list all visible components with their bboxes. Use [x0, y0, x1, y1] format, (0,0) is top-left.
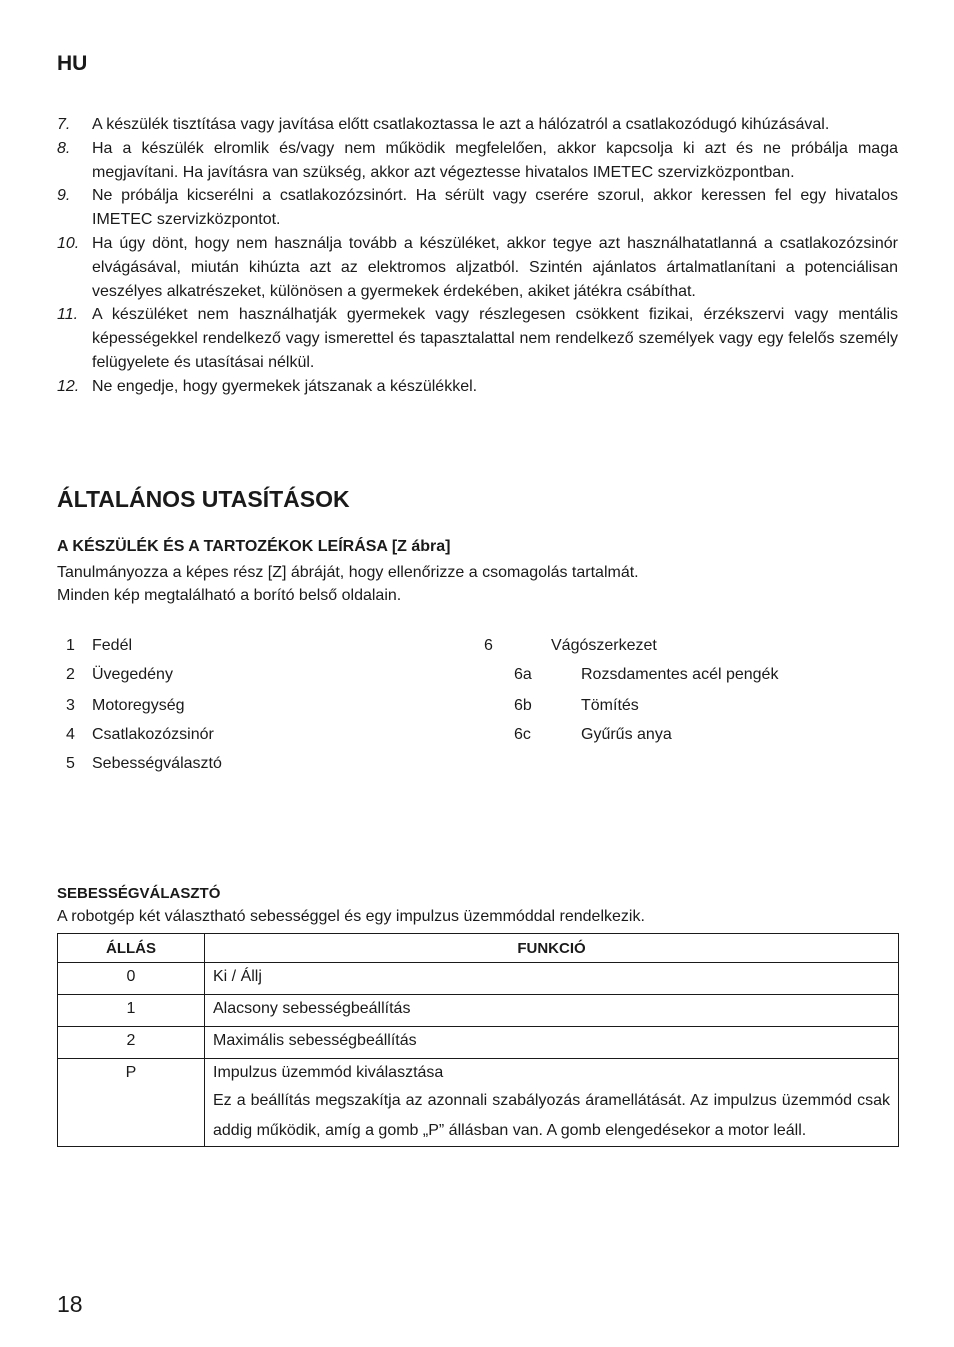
position-cell: 2 — [58, 1027, 205, 1059]
list-item — [57, 375, 898, 399]
table-row — [58, 963, 899, 995]
part-item — [57, 666, 173, 684]
part-item — [484, 637, 657, 655]
part-item — [514, 666, 778, 684]
part-label: Fedél — [92, 637, 133, 654]
item-number: 10. — [57, 234, 80, 252]
part-label: Tömítés — [581, 697, 639, 714]
function-cell: Maximális sebességbeállítás — [205, 1027, 899, 1059]
list-item — [57, 113, 898, 137]
table-row — [58, 1059, 899, 1147]
part-label: Rozsdamentes acél pengék — [581, 666, 779, 683]
part-number: 6 — [484, 637, 493, 654]
item-text: A készüléket nem használhatják gyermekek vagy részlegesen csökkent fizikai, érzékszervi vagy mentális képességekkel rendelkező vagy ismerettel és tapasztalattal nem rendelkező személyek vagy egy felelős személy felügyelete és utasításai nélkül. — [92, 306, 898, 371]
speed-settings-table — [57, 933, 899, 1147]
item-number: 9. — [57, 187, 71, 205]
speed-selector-description: A robotgép két választható sebességgel és egy impulzus üzemmóddal rendelkezik. — [57, 908, 645, 925]
safety-instructions-list — [57, 113, 898, 399]
intro-line: Minden kép megtalálható a borító belső oldalain. — [57, 587, 402, 604]
section-title: ÁLTALÁNOS UTASÍTÁSOK — [57, 486, 350, 512]
part-number: 6a — [514, 666, 532, 683]
part-item — [57, 726, 214, 744]
item-text: Ha a készülék elromlik és/vagy nem működik megfelelően, akkor kapcsolja ki azt és ne próbálja maga megjavítani. Ha javításra van szükség, akkor azt végeztesse hivatalos IMETEC szervizközpontban. — [92, 139, 898, 181]
table-header-row — [58, 934, 899, 963]
function-cell — [205, 1059, 899, 1147]
part-item — [57, 697, 185, 715]
part-item — [57, 637, 132, 655]
function-name: Impulzus üzemmód kiválasztása — [213, 1064, 444, 1081]
list-item — [57, 184, 898, 232]
part-item — [514, 726, 672, 744]
language-code: HU — [57, 52, 88, 75]
page-number: 18 — [57, 1291, 83, 1317]
column-header-position: ÁLLÁS — [58, 934, 205, 963]
item-text: Ha úgy dönt, hogy nem használja tovább a készüléket, akkor tegye azt használhatatlanná a csatlakozózsinór elvágásával, miután kihúzta azt az elektromos aljzatból. Szintén ajánlatos ártalmatlanítani a potenciálisan veszélyes alkatrészeket, különösen a gyermekek érdekében, akiket játékra csábíthat. — [92, 234, 898, 300]
item-number: 8. — [57, 139, 71, 157]
part-number: 2 — [66, 666, 75, 683]
intro-text — [57, 561, 639, 607]
function-cell: Alacsony sebességbeállítás — [205, 995, 899, 1027]
speed-selector-title: SEBESSÉGVÁLASZTÓ — [57, 885, 221, 902]
list-item — [57, 303, 898, 374]
part-label: Gyűrűs anya — [581, 726, 672, 743]
part-label: Csatlakozózsinór — [92, 726, 214, 743]
subsection-title: A KÉSZÜLÉK ÉS A TARTOZÉKOK LEÍRÁSA [Z ábra] — [57, 538, 451, 555]
part-number: 6c — [514, 726, 531, 743]
part-item — [514, 697, 639, 715]
column-header-function: FUNKCIÓ — [205, 934, 899, 963]
list-item — [57, 232, 898, 303]
part-number: 3 — [66, 697, 75, 714]
item-number: 11. — [57, 306, 79, 324]
function-cell: Ki / Állj — [205, 963, 899, 995]
part-number: 5 — [66, 755, 75, 772]
part-number: 6b — [514, 697, 532, 714]
list-item — [57, 137, 898, 185]
table-row — [58, 995, 899, 1027]
part-label: Sebességválasztó — [92, 755, 222, 772]
part-label: Vágószerkezet — [551, 637, 657, 654]
part-number: 4 — [66, 726, 75, 743]
table-row — [58, 1027, 899, 1059]
item-number: 7. — [57, 116, 71, 133]
item-text: Ne próbálja kicserélni a csatlakozózsinórt. Ha sérült vagy cserére szorul, akkor keressen fel egy hivatalos IMETEC szervizközpontot. — [92, 187, 898, 229]
part-label: Motoregység — [92, 697, 185, 714]
part-number: 1 — [66, 637, 75, 654]
part-item — [57, 755, 222, 773]
item-text: A készülék tisztítása vagy javítása előtt csatlakoztassa le azt a hálózatról a csatlakozódugó kihúzásával. — [92, 116, 830, 133]
item-text: Ne engedje, hogy gyermekek játszanak a készülékkel. — [92, 377, 478, 395]
intro-line: Tanulmányozza a képes rész [Z] ábráját, hogy ellenőrizze a csomagolás tartalmát. — [57, 564, 639, 581]
position-cell: P — [58, 1059, 205, 1147]
position-cell: 1 — [58, 995, 205, 1027]
position-cell: 0 — [58, 963, 205, 995]
item-number: 12. — [57, 377, 80, 395]
part-label: Üvegedény — [92, 666, 173, 683]
function-detail: Ez a beállítás megszakítja az azonnali szabályozás áramellátását. Az impulzus üzemmód csak addig működik, amíg a gomb „P” állásban van. A gomb elengedésekor a motor leáll. — [213, 1092, 890, 1139]
